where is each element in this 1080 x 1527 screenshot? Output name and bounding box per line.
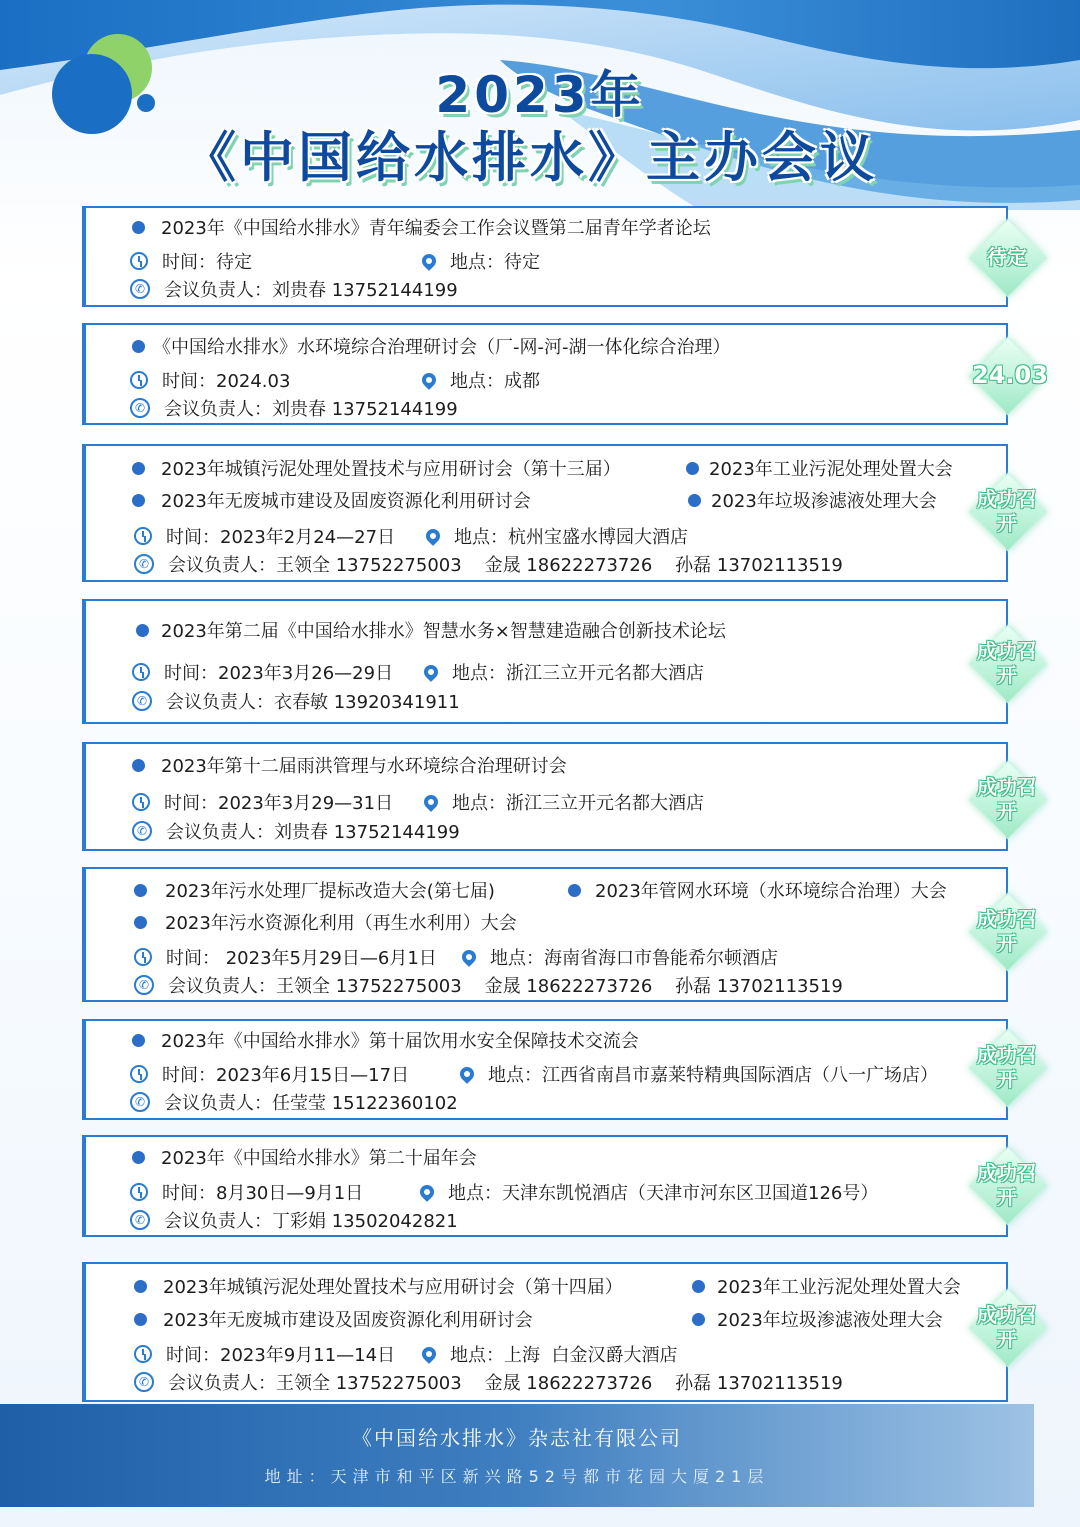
bullet-icon	[132, 759, 145, 772]
bullet-icon	[134, 916, 147, 929]
page-title-year: 2023年	[435, 66, 645, 124]
location-pin-icon	[459, 947, 479, 967]
location-pin-icon	[423, 526, 443, 546]
phone-icon: ✆	[130, 1210, 150, 1230]
meeting-item: 2023年无废城市建设及固废资源化利用研讨会	[132, 487, 531, 513]
meeting-contact: ✆ 会议负责人：王领全 13752275003 金晟 18622273726 孙磊 13702113519	[134, 1369, 843, 1395]
bullet-icon	[132, 340, 145, 353]
meeting-item: 2023年《中国给水排水》第十届饮用水安全保障技术交流会	[132, 1027, 639, 1053]
meeting-location: 地点：天津东凯悦酒店（天津市河东区卫国道126号）	[418, 1179, 878, 1205]
phone-icon: ✆	[132, 821, 152, 841]
bullet-icon	[132, 462, 145, 475]
location-pin-icon	[419, 370, 439, 390]
location-pin-icon	[419, 1344, 439, 1364]
phone-icon: ✆	[130, 279, 150, 299]
bullet-icon	[132, 494, 145, 507]
meeting-item: 2023年管网水环境（水环境综合治理）大会	[568, 877, 947, 903]
meeting-item: 2023年污水处理厂提标改造大会(第七届)	[134, 877, 495, 903]
bullet-icon	[692, 1280, 705, 1293]
meeting-item: 2023年第二届《中国给水排水》智慧水务×智慧建造融合创新技术论坛	[136, 617, 726, 643]
bullet-icon	[136, 624, 149, 637]
footer-address: 地址：天津市和平区新兴路52号都市花园大厦21层	[264, 1467, 770, 1486]
footer	[0, 1404, 1034, 1507]
meeting-location: 地点：浙江三立开元名都大酒店	[422, 659, 704, 685]
meeting-card	[82, 323, 1008, 425]
meeting-item: 2023年工业污泥处理处置大会	[692, 1273, 961, 1299]
meeting-location: 地点：上海 白金汉爵大酒店	[420, 1341, 677, 1367]
clock-icon	[130, 1183, 148, 1201]
meeting-card	[82, 599, 1008, 724]
meeting-item: 《中国给水排水》水环境综合治理研讨会（厂-网-河-湖一体化综合治理）	[132, 333, 730, 359]
status-badge: 成功召开	[972, 628, 1042, 698]
meeting-location: 地点：浙江三立开元名都大酒店	[422, 789, 704, 815]
location-pin-icon	[419, 251, 439, 271]
status-badge: 成功召开	[972, 1032, 1042, 1102]
bullet-icon	[134, 1280, 147, 1293]
meeting-item: 2023年《中国给水排水》第二十届年会	[132, 1144, 477, 1170]
meeting-location: 地点：成都	[420, 367, 540, 393]
meeting-contact: ✆ 会议负责人：刘贵春 13752144199	[132, 818, 460, 844]
meeting-contact: ✆ 会议负责人：丁彩娟 13502042821	[130, 1207, 458, 1233]
meeting-card	[82, 444, 1008, 582]
status-badge: 成功召开	[972, 896, 1042, 966]
bullet-icon	[132, 1151, 145, 1164]
meeting-time: 时间：2023年6月15日—17日	[130, 1061, 409, 1087]
clock-icon	[134, 1345, 152, 1363]
meeting-time: 时间： 2023年5月29日—6月1日	[134, 944, 437, 970]
status-badge: 成功召开	[972, 476, 1042, 546]
meeting-item: 2023年污水资源化利用（再生水利用）大会	[134, 909, 517, 935]
meeting-card	[82, 206, 1008, 307]
status-badge: 成功召开	[972, 764, 1042, 834]
meeting-location: 地点：江西省南昌市嘉莱特精典国际酒店（八一广场店）	[458, 1061, 938, 1087]
meeting-location: 地点：待定	[420, 248, 540, 274]
bullet-icon	[134, 884, 147, 897]
meeting-item: 2023年城镇污泥处理处置技术与应用研讨会（第十三届）	[132, 455, 621, 481]
clock-icon	[134, 948, 152, 966]
meeting-card	[82, 1262, 1008, 1402]
status-badge: 成功召开	[972, 1292, 1042, 1362]
status-badge: 待定	[972, 222, 1042, 292]
status-badge: 24.03	[972, 340, 1042, 410]
meeting-time: 时间：2023年9月11—14日	[134, 1341, 395, 1367]
meeting-item: 2023年无废城市建设及固废资源化利用研讨会	[134, 1306, 533, 1332]
phone-icon: ✆	[134, 1372, 154, 1392]
meeting-time: 时间：待定	[130, 248, 252, 274]
meeting-time: 时间：8月30日—9月1日	[130, 1179, 363, 1205]
clock-icon	[130, 371, 148, 389]
bullet-icon	[568, 884, 581, 897]
meeting-time: 时间：2023年3月26—29日	[132, 659, 393, 685]
location-pin-icon	[421, 792, 441, 812]
meeting-card	[82, 742, 1008, 851]
meeting-time: 时间：2023年2月24—27日	[134, 523, 395, 549]
bullet-icon	[686, 462, 699, 475]
meeting-item: 2023年《中国给水排水》青年编委会工作会议暨第二届青年学者论坛	[132, 214, 711, 240]
clock-icon	[130, 1065, 148, 1083]
meeting-contact: ✆ 会议负责人：刘贵春 13752144199	[130, 276, 458, 302]
clock-icon	[134, 527, 152, 545]
meeting-item: 2023年第十二届雨洪管理与水环境综合治理研讨会	[132, 752, 567, 778]
meeting-time: 时间：2023年3月29—31日	[132, 789, 393, 815]
meeting-item: 2023年城镇污泥处理处置技术与应用研讨会（第十四届）	[134, 1273, 623, 1299]
phone-icon: ✆	[134, 975, 154, 995]
bullet-icon	[132, 221, 145, 234]
phone-icon: ✆	[130, 398, 150, 418]
location-pin-icon	[421, 662, 441, 682]
bullet-icon	[132, 1034, 145, 1047]
bullet-icon	[692, 1313, 705, 1326]
meeting-item: 2023年垃圾渗滤液处理大会	[688, 487, 937, 513]
phone-icon: ✆	[134, 554, 154, 574]
meeting-contact: ✆ 会议负责人：刘贵春 13752144199	[130, 395, 458, 421]
meeting-contact: ✆ 会议负责人：任莹莹 15122360102	[130, 1089, 458, 1115]
bullet-icon	[688, 494, 701, 507]
status-badge: 成功召开	[972, 1150, 1042, 1220]
meeting-location: 地点：杭州宝盛水博园大酒店	[424, 523, 688, 549]
meeting-contact: ✆ 会议负责人：衣春敏 13920341911	[132, 688, 460, 714]
page-title: 《中国给水排水》主办会议	[182, 126, 878, 189]
meeting-item: 2023年垃圾渗滤液处理大会	[692, 1306, 943, 1332]
phone-icon: ✆	[130, 1092, 150, 1112]
clock-icon	[132, 793, 150, 811]
meeting-card	[82, 867, 1008, 1002]
meeting-contact: ✆ 会议负责人：王领全 13752275003 金晟 18622273726 孙磊 13702113519	[134, 551, 843, 577]
bullet-icon	[134, 1313, 147, 1326]
meeting-card	[82, 1135, 1008, 1237]
meeting-item: 2023年工业污泥处理处置大会	[686, 455, 953, 481]
meeting-time: 时间：2024.03	[130, 367, 290, 393]
clock-icon	[132, 663, 150, 681]
location-pin-icon	[417, 1182, 437, 1202]
meeting-card	[82, 1019, 1008, 1120]
meeting-contact: ✆ 会议负责人：王领全 13752275003 金晟 18622273726 孙磊 13702113519	[134, 972, 843, 998]
footer-company: 《中国给水排水》杂志社有限公司	[352, 1426, 682, 1450]
clock-icon	[130, 252, 148, 270]
location-pin-icon	[457, 1064, 477, 1084]
meeting-location: 地点：海南省海口市鲁能希尔顿酒店	[460, 944, 778, 970]
phone-icon: ✆	[132, 691, 152, 711]
